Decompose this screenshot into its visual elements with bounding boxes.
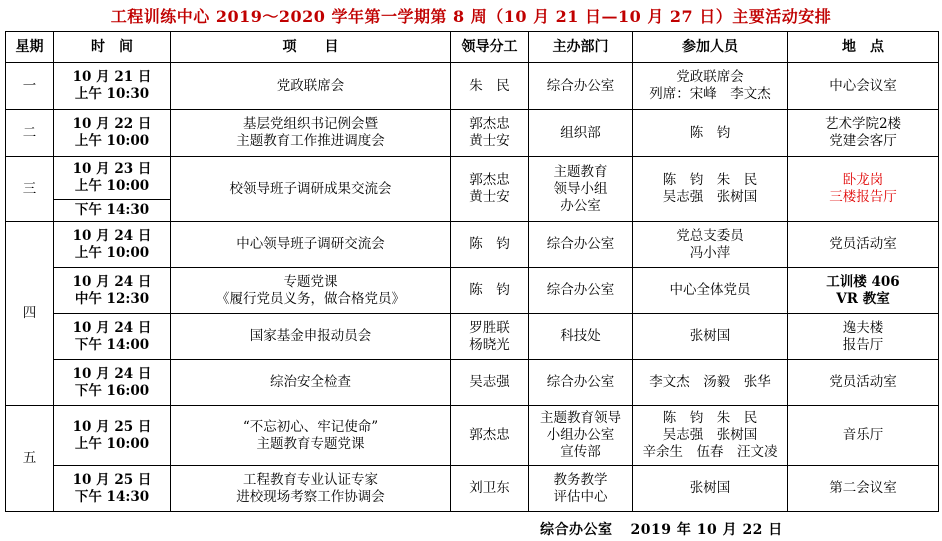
leader-cell: 郭杰忠	[451, 406, 529, 466]
leader-cell: 朱 民	[451, 63, 529, 110]
dept-cell: 主题教育领导 小组办公室 宣传部	[529, 406, 633, 466]
table-row	[6, 157, 939, 200]
header-row	[6, 32, 939, 63]
location-cell: 逸夫楼 报告厅	[788, 314, 939, 360]
header-location: 地 点	[788, 32, 939, 63]
table-row	[6, 406, 939, 466]
leader-cell: 陈 钧	[451, 268, 529, 314]
location-cell: 中心会议室	[788, 63, 939, 110]
time-cell: 10 月 21 日 上午 10:30	[54, 63, 171, 110]
location-cell: 工训楼 406 VR 教室	[788, 268, 939, 314]
item-cell: 专题党课 《履行党员义务，做合格党员》	[171, 268, 451, 314]
time-cell: 下午 14:30	[54, 200, 171, 222]
dept-cell: 科技处	[529, 314, 633, 360]
item-cell: “不忘初心、牢记使命” 主题教育专题党课	[171, 406, 451, 466]
dept-cell: 教务教学 评估中心	[529, 466, 633, 512]
footer-signature	[540, 519, 801, 539]
table-row	[6, 314, 939, 360]
day-cell: 三	[6, 157, 54, 222]
location-cell: 艺术学院2楼 党建会客厅	[788, 110, 939, 157]
leader-cell: 郭杰忠 黄士安	[451, 110, 529, 157]
item-cell: 中心领导班子调研交流会	[171, 222, 451, 268]
location-cell: 第二会议室	[788, 466, 939, 512]
participants-cell: 张树国	[633, 466, 788, 512]
location-cell: 党员活动室	[788, 222, 939, 268]
participants-cell: 中心全体党员	[633, 268, 788, 314]
item-cell: 基层党组织书记例会暨 主题教育工作推进调度会	[171, 110, 451, 157]
dept-cell: 综合办公室	[529, 268, 633, 314]
table-row	[6, 466, 939, 512]
time-cell: 10 月 24 日 下午 16:00	[54, 360, 171, 406]
leader-cell: 吴志强	[451, 360, 529, 406]
time-cell: 10 月 25 日 下午 14:30	[54, 466, 171, 512]
time-cell: 10 月 25 日 上午 10:00	[54, 406, 171, 466]
participants-cell: 李文杰 汤毅 张华	[633, 360, 788, 406]
table-row	[6, 63, 939, 110]
participants-cell: 党政联席会 列席：宋峰 李文杰	[633, 63, 788, 110]
table-row	[6, 360, 939, 406]
item-cell: 校领导班子调研成果交流会	[171, 157, 451, 222]
footer-office: 综合办公室	[540, 522, 613, 538]
participants-cell: 陈 钧	[633, 110, 788, 157]
leader-cell: 刘卫东	[451, 466, 529, 512]
item-cell: 党政联席会	[171, 63, 451, 110]
table-row	[6, 110, 939, 157]
location-cell: 党员活动室	[788, 360, 939, 406]
leader-cell: 罗胜联 杨晓光	[451, 314, 529, 360]
dept-cell: 主题教育 领导小组 办公室	[529, 157, 633, 222]
participants-cell: 陈 钧 朱 民 吴志强 张树国	[633, 157, 788, 222]
dept-cell: 综合办公室	[529, 63, 633, 110]
participants-cell: 张树国	[633, 314, 788, 360]
page-title: 工程训练中心 2019～2020 学年第一学期第 8 周（10 月 21 日—10 月 27 日）主要活动安排	[110, 7, 832, 26]
item-cell: 国家基金申报动员会	[171, 314, 451, 360]
participants-cell: 陈 钧 朱 民 吴志强 张树国 辛余生 伍春 汪文凌	[633, 406, 788, 466]
day-cell: 四	[6, 222, 54, 406]
time-cell: 10 月 24 日 下午 14:00	[54, 314, 171, 360]
time-cell: 10 月 22 日 上午 10:00	[54, 110, 171, 157]
time-cell: 10 月 24 日 上午 10:00	[54, 222, 171, 268]
leader-cell: 陈 钧	[451, 222, 529, 268]
table-row	[6, 268, 939, 314]
table-row	[6, 222, 939, 268]
time-cell: 10 月 24 日 中午 12:30	[54, 268, 171, 314]
header-participants: 参加人员	[633, 32, 788, 63]
dept-cell: 组织部	[529, 110, 633, 157]
header-item: 项 目	[171, 32, 451, 63]
header-dept: 主办部门	[529, 32, 633, 63]
day-cell: 一	[6, 63, 54, 110]
footer-date: 2019 年 10 月 22 日	[630, 522, 783, 538]
header-time: 时 间	[54, 32, 171, 63]
participants-cell: 党总支委员 冯小萍	[633, 222, 788, 268]
item-cell: 工程教育专业认证专家 进校现场考察工作协调会	[171, 466, 451, 512]
header-day: 星期	[6, 32, 54, 63]
header-leader: 领导分工	[451, 32, 529, 63]
location-cell: 音乐厅	[788, 406, 939, 466]
time-cell: 10 月 23 日 上午 10:00	[54, 157, 171, 200]
schedule-table	[5, 31, 939, 512]
item-cell: 综治安全检查	[171, 360, 451, 406]
leader-cell: 郭杰忠 黄士安	[451, 157, 529, 222]
day-cell: 二	[6, 110, 54, 157]
location-cell: 卧龙岗 三楼报告厅	[788, 157, 939, 222]
dept-cell: 综合办公室	[529, 360, 633, 406]
day-cell: 五	[6, 406, 54, 512]
dept-cell: 综合办公室	[529, 222, 633, 268]
